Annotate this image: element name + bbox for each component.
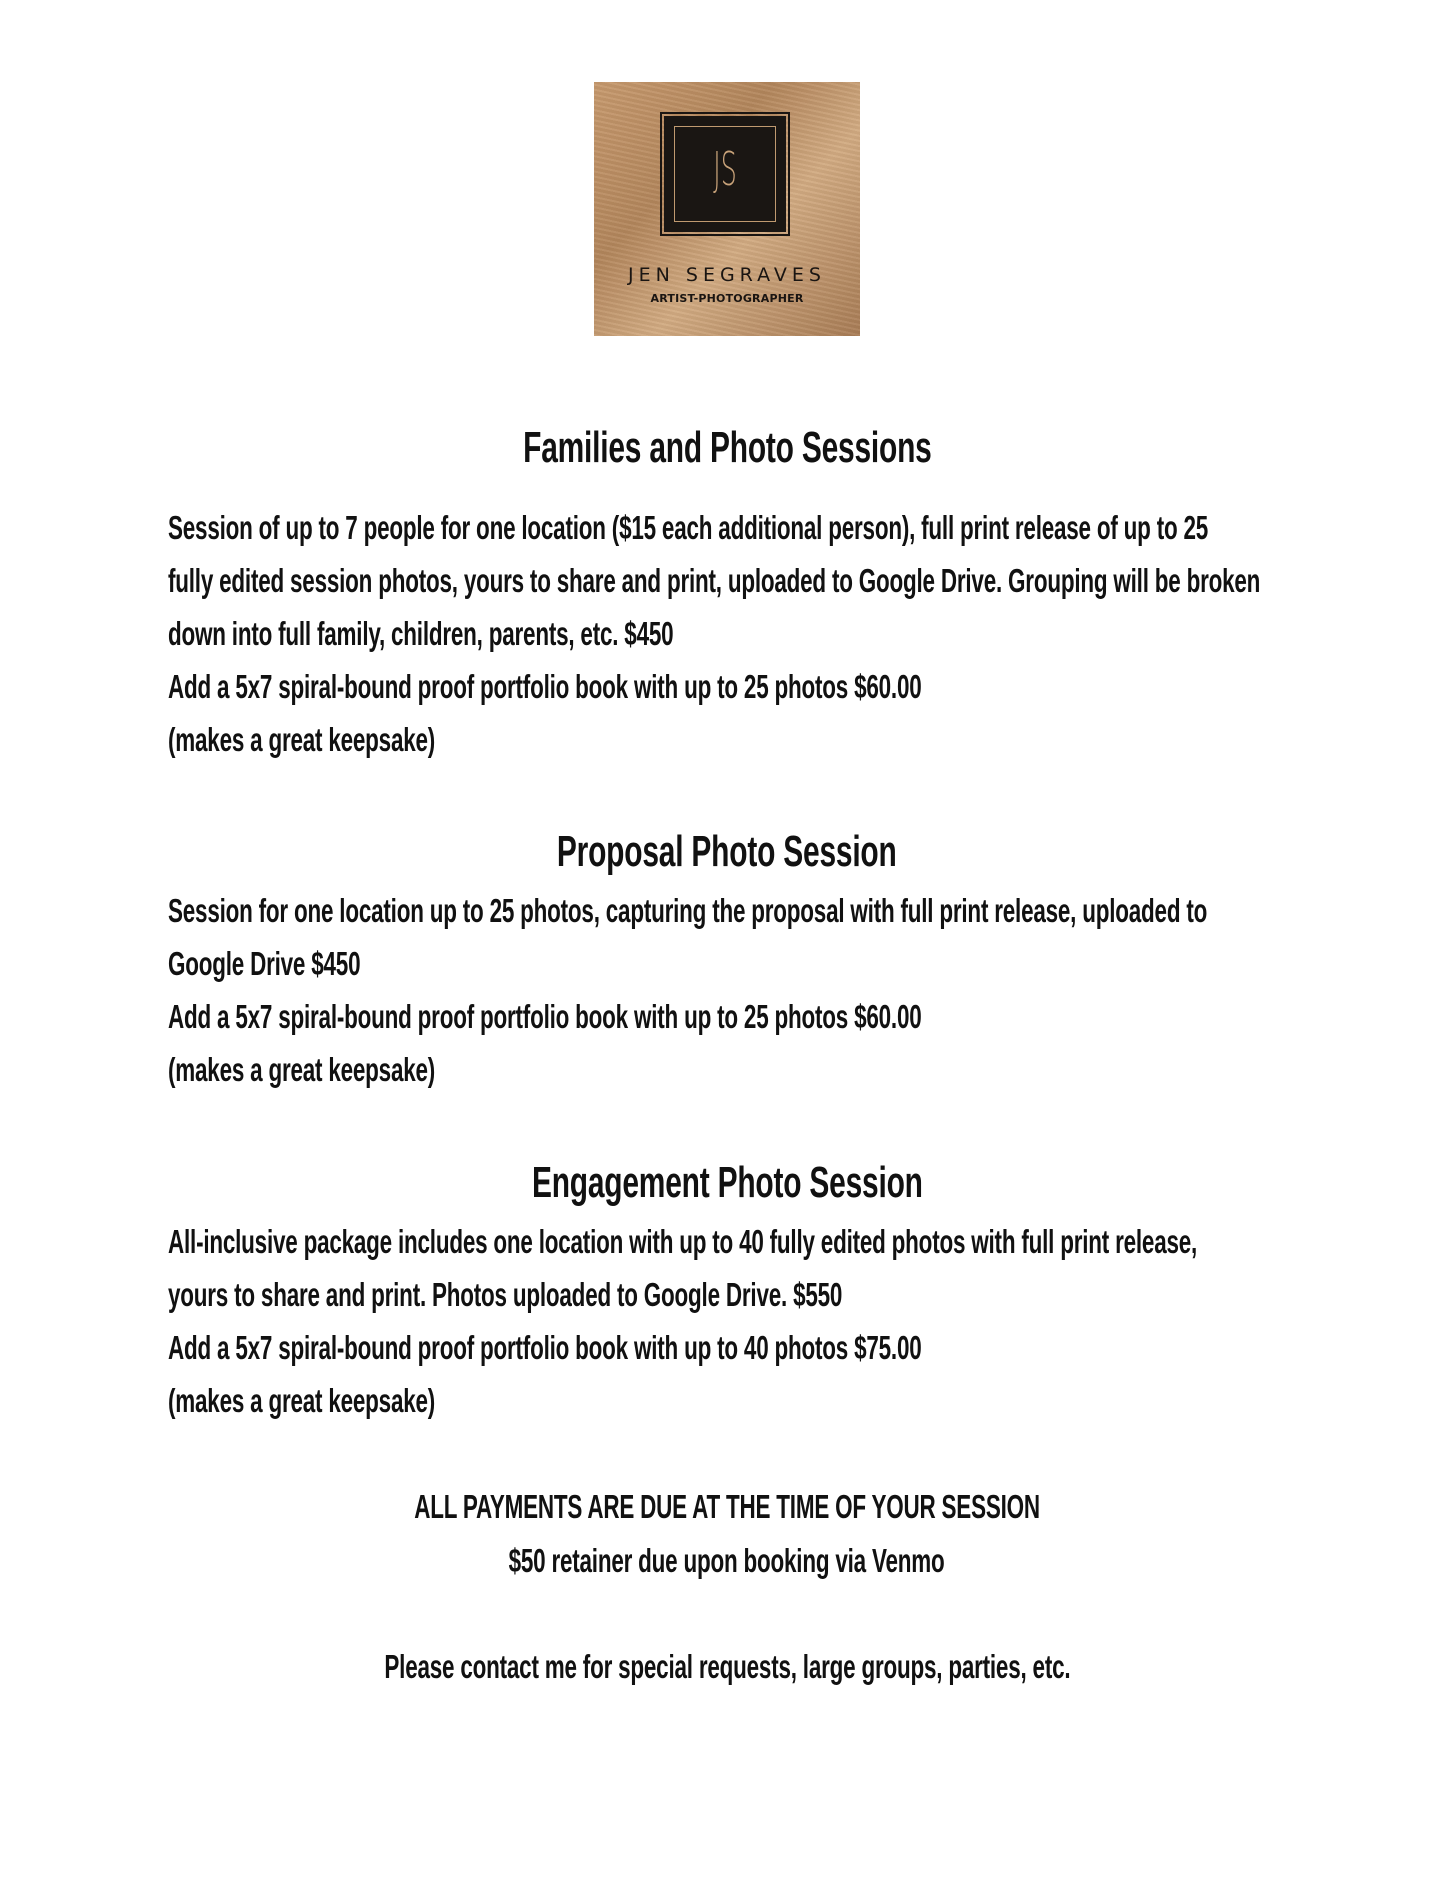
section-heading-proposal <box>0 826 1454 878</box>
families-line-2: fully edited session photos, yours to share and print, uploaded to Google Drive. Grouping will be broken <box>168 562 1261 599</box>
logo-tagline: ARTIST-PHOTOGRAPHER <box>650 292 804 305</box>
section-heading-text: Proposal Photo Session <box>557 827 897 876</box>
logo-name: JEN SEGRAVES <box>628 264 826 286</box>
engagement-line-4: (makes a great keepsake) <box>168 1382 436 1419</box>
section-heading-engagement <box>0 1157 1454 1209</box>
families-line-5: (makes a great keepsake) <box>168 721 436 758</box>
section-heading-text: Families and Photo Sessions <box>522 423 932 472</box>
section-heading-text: Engagement Photo Session <box>531 1158 923 1207</box>
logo <box>594 82 860 336</box>
engagement-line-3: Add a 5x7 spiral-bound proof portfolio book with up to 40 photos $75.00 <box>168 1329 922 1366</box>
logo-monogram: JS <box>713 142 737 196</box>
engagement-line-2: yours to share and print. Photos uploaded to Google Drive. $550 <box>168 1276 843 1313</box>
families-line-4: Add a 5x7 spiral-bound proof portfolio book with up to 25 photos $60.00 <box>168 668 922 705</box>
contact-notice: Please contact me for special requests, large groups, parties, etc. <box>384 1648 1070 1685</box>
proposal-line-4: (makes a great keepsake) <box>168 1051 436 1088</box>
families-line-1: Session of up to 7 people for one location ($15 each additional person), full print release of up to 25 <box>168 509 1209 546</box>
payments-notice: ALL PAYMENTS ARE DUE AT THE TIME OF YOUR SESSION <box>414 1488 1040 1525</box>
engagement-line-1: All-inclusive package includes one location with up to 40 fully edited photos with full print release, <box>168 1223 1198 1260</box>
retainer-notice: $50 retainer due upon booking via Venmo <box>509 1542 945 1579</box>
families-line-3: down into full family, children, parents, etc. $450 <box>168 615 674 652</box>
proposal-line-3: Add a 5x7 spiral-bound proof portfolio book with up to 25 photos $60.00 <box>168 998 922 1035</box>
proposal-line-1: Session for one location up to 25 photos, capturing the proposal with full print release, uploaded to <box>168 892 1208 929</box>
section-heading-families <box>0 422 1454 474</box>
proposal-line-2: Google Drive $450 <box>168 945 361 982</box>
